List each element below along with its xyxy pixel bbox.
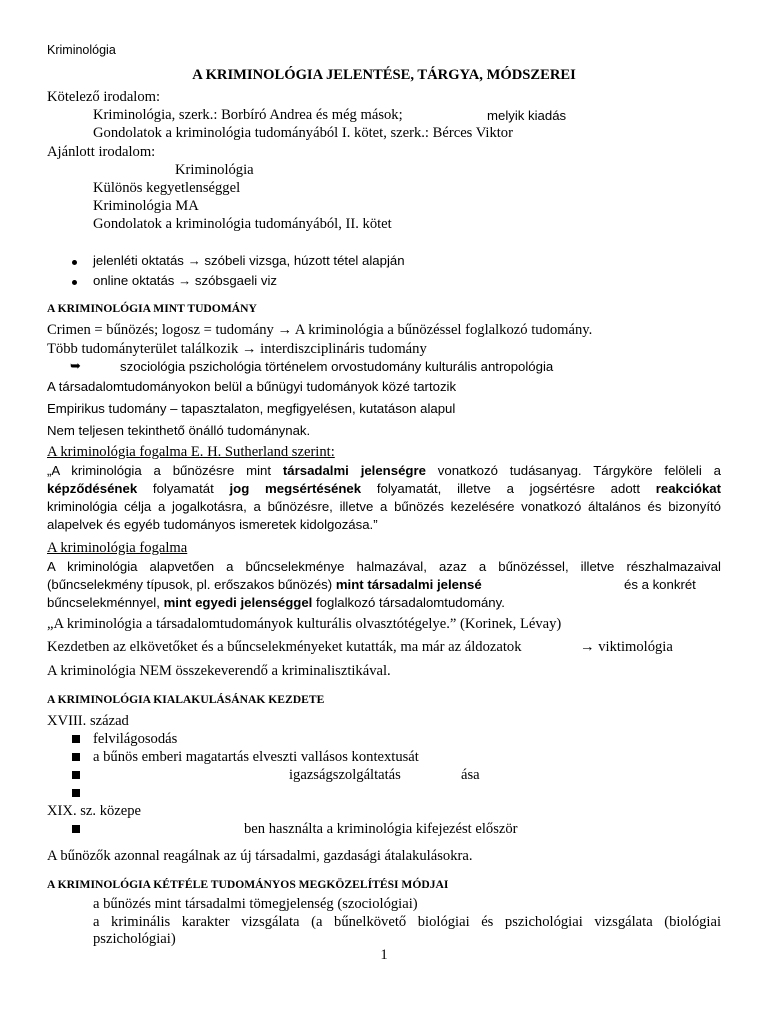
approach-line: a kriminális karakter vizsgálata (a bűnelkövető biológiai és pszichológiai vizsgálata (biológiai xyxy=(93,914,721,930)
approach-line: pszichológiai) xyxy=(93,931,176,947)
definition-line: bűncselekménnyel, mint egyedi jelenséggel foglalkozó társadalomtudomány. xyxy=(47,595,505,610)
section-heading: A KRIMINOLÓGIA KÉTFÉLE TUDOMÁNYOS MEGKÖZELÍTÉSI MÓDJAI xyxy=(47,878,449,891)
running-header: Kriminológia xyxy=(47,43,116,57)
bullet-dot-icon xyxy=(72,280,77,285)
section-heading: A KRIMINOLÓGIA KIALAKULÁSÁNAK KEZDETE xyxy=(47,693,325,706)
body-line: Crimen = bűnözés; logosz = tudomány → A kriminológia a bűnözéssel foglalkozó tudomány. xyxy=(47,322,593,338)
curved-arrow-icon: ➥ xyxy=(70,358,82,373)
bullet-dot-icon xyxy=(72,260,77,265)
required-literature-label: Kötelező irodalom: xyxy=(47,89,161,105)
bullet-square-icon xyxy=(72,825,80,833)
list-item: ása xyxy=(461,767,480,783)
recommended-literature-item: Kriminológia xyxy=(175,162,254,178)
required-literature-item: Kriminológia, szerk.: Borbíró Andrea és még mások; xyxy=(93,107,403,123)
section-heading: A KRIMINOLÓGIA MINT TUDOMÁNY xyxy=(47,302,257,315)
bullet-square-icon xyxy=(72,753,80,761)
definition-line-end: és a konkrét xyxy=(624,577,696,592)
bullet-square-icon xyxy=(72,771,80,779)
body-line-end: → viktimológia xyxy=(580,639,673,655)
page-number: 1 xyxy=(380,947,388,963)
exam-item: jelenléti oktatás → szóbeli vizsga, húzott tétel alapján xyxy=(93,253,405,268)
body-line: Több tudományterület találkozik → interdiszciplináris tudomány xyxy=(47,341,427,357)
body-line: Nem teljesen tekinthető önálló tudománynak. xyxy=(47,423,311,438)
list-item: igazságszolgáltatás xyxy=(289,767,401,783)
recommended-literature-item: Kriminológia MA xyxy=(93,198,199,214)
sutherland-line: „A kriminológia a bűnözésre mint társadalmi jelenségre vonatkozó tudásanyag. Tárgyköre felöleli a xyxy=(47,463,721,478)
sutherland-line: alapelvek és egyéb tudományos ismeretek kidolgozása.” xyxy=(47,517,378,532)
definition-line: A kriminológia alapvetően a bűncselekménye halmazával, azaz a bűnözéssel, illetve részhalmazaival xyxy=(47,559,721,574)
body-line: A társadalomtudományokon belül a bűnügyi tudományok közé tartozik xyxy=(47,379,457,394)
exam-item: online oktatás → szóbsgaeli viz xyxy=(93,273,277,288)
century-label: XIX. sz. közepe xyxy=(47,803,142,819)
recommended-literature-item: Különös kegyetlenséggel xyxy=(93,180,241,196)
discipline-list: szociológia pszichológia történelem orvostudomány kulturális antropológia xyxy=(120,359,554,374)
approach-line: a bűnözés mint társadalmi tömegjelenség (szociológiai) xyxy=(93,896,418,912)
body-line: A kriminológia NEM összekeverendő a kriminalisztikával. xyxy=(47,663,391,679)
list-item: felvilágosodás xyxy=(93,731,178,747)
recommended-literature-item: Gondolatok a kriminológia tudományából, II. kötet xyxy=(93,216,392,232)
definition-heading: A kriminológia fogalma xyxy=(47,540,188,556)
body-line: Kezdetben az elkövetőket és a bűncselekményeket kutatták, ma már az áldozatok xyxy=(47,639,522,655)
body-line: Empirikus tudomány – tapasztalaton, megfigyelésen, kutatáson alapul xyxy=(47,401,456,416)
sutherland-line: kriminológia célja a jogalkotásra, a bűnözésre, illetve a bűnözés kezelésére vonatkozó általános és bizonyító xyxy=(47,499,721,514)
page-title: A KRIMINOLÓGIA JELENTÉSE, TÁRGYA, MÓDSZEREI xyxy=(192,67,576,83)
sutherland-line: képződésének folyamatát jog megsértésének folyamatát, illetve a jogsértésre adott reakciókat xyxy=(47,481,721,496)
list-item: ben használta a kriminológia kifejezést először xyxy=(244,821,518,837)
bullet-square-icon xyxy=(72,735,80,743)
quote-line: „A kriminológia a társadalomtudományok kulturális olvasztótégelye.” (Korinek, Lévay) xyxy=(47,616,562,632)
required-literature-item: Gondolatok a kriminológia tudományából I. kötet, szerk.: Bérces Viktor xyxy=(93,125,513,141)
definition-line: (bűncselekmény típusok, pl. erőszakos bűnözés) mint társadalmi jelensé xyxy=(47,577,482,592)
recommended-literature-label: Ajánlott irodalom: xyxy=(47,144,156,160)
century-label: XVIII. század xyxy=(47,713,129,729)
sutherland-heading: A kriminológia fogalma E. H. Sutherland szerint: xyxy=(47,444,335,460)
list-item: a bűnös emberi magatartás elveszti vallásos kontextusát xyxy=(93,749,419,765)
body-line: A bűnözők azonnal reagálnak az új társadalmi, gazdasági átalakulásokra. xyxy=(47,848,473,864)
required-literature-note: melyik kiadás xyxy=(487,108,567,123)
bullet-square-icon xyxy=(72,789,80,797)
